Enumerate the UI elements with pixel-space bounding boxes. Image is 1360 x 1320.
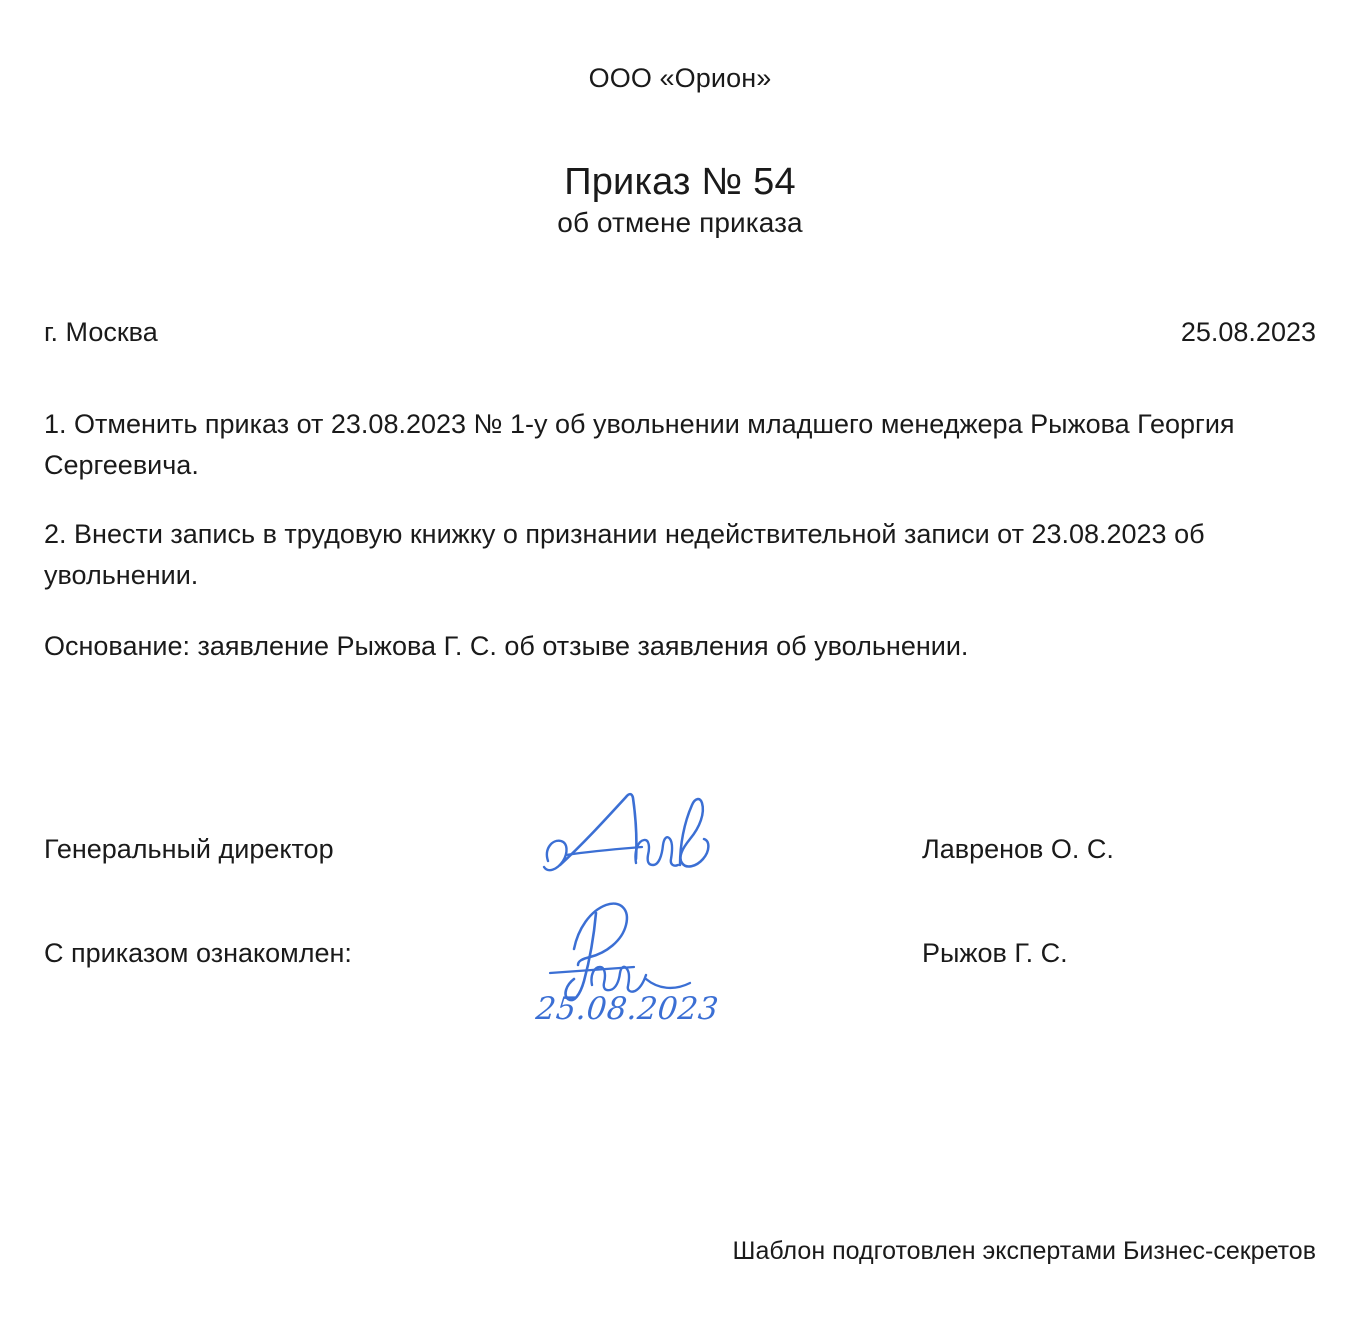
basis-paragraph: Основание: заявление Рыжова Г. С. об отзыве заявления об увольнении. — [44, 631, 969, 661]
signature-row-employee — [44, 905, 1316, 1025]
document-body — [44, 404, 1316, 667]
signature-lavrenov-icon — [530, 783, 750, 903]
signature-block — [44, 801, 1316, 1025]
body-paragraph-2: 2. Внести запись в трудовую книжку о признании недействительной записи от 23.08.2023 об увольнении. — [44, 519, 1205, 590]
place-date-row — [44, 316, 1316, 348]
document-title: Приказ № 54 — [564, 161, 796, 203]
organization-name: ООО «Орион» — [588, 63, 772, 93]
body-paragraph-1: 1. Отменить приказ от 23.08.2023 № 1-у об увольнении младшего менеджера Рыжова Георгия Сергеевича. — [44, 409, 1235, 480]
signature-name-director: Лавренов О. С. — [922, 834, 1114, 864]
signature-role-director: Генеральный директор — [44, 834, 334, 864]
signature-row-director — [44, 801, 1316, 905]
footer-note: Шаблон подготовлен экспертами Бизнес-секретов — [732, 1237, 1316, 1265]
document-subtitle: об отмене приказа — [557, 207, 803, 238]
document-date: 25.08.2023 — [1180, 317, 1316, 347]
signature-role-employee: С приказом ознакомлен: — [44, 938, 352, 968]
handwritten-date: 25.08.2023 — [534, 991, 721, 1027]
signature-name-employee: Рыжов Г. С. — [922, 938, 1068, 968]
title-block — [44, 160, 1316, 240]
city-label: г. Москва — [44, 317, 158, 347]
